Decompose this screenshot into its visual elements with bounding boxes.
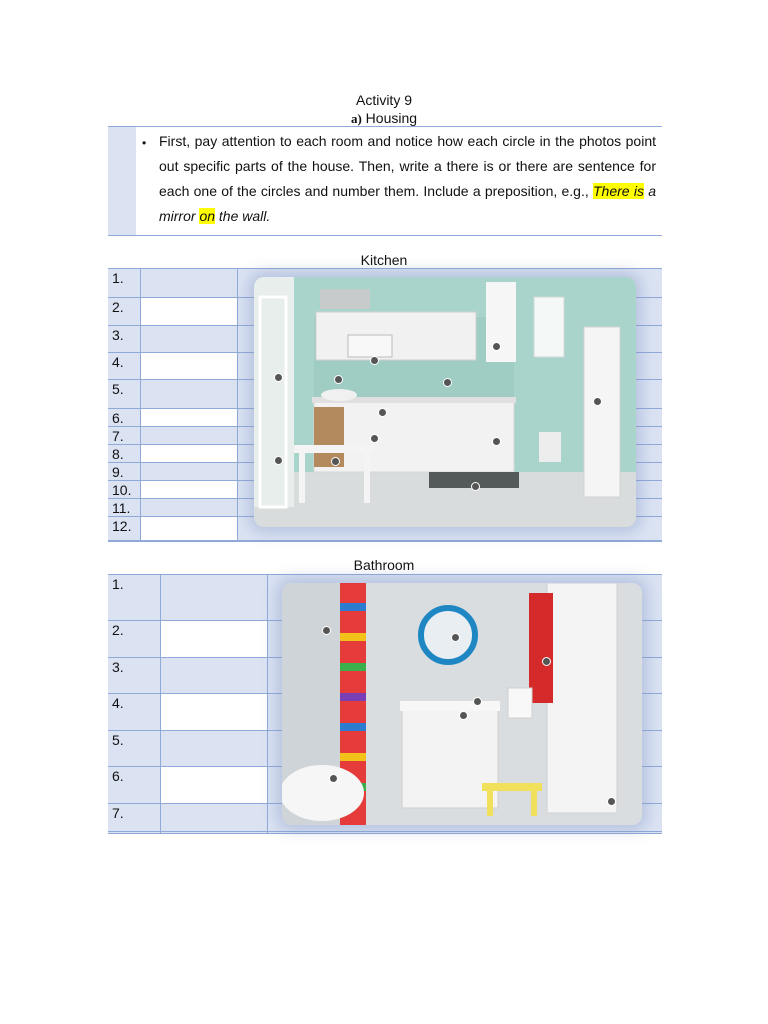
marker-circle bbox=[331, 457, 340, 466]
example-highlight-there-is: There is bbox=[593, 183, 644, 199]
answer-cell[interactable] bbox=[141, 499, 237, 516]
instructions-box bbox=[108, 126, 662, 236]
row-number: 11. bbox=[112, 500, 131, 516]
row-number: 2. bbox=[112, 622, 124, 638]
answer-cell[interactable] bbox=[161, 621, 267, 657]
row-number: 6. bbox=[112, 768, 124, 784]
instructions-body: First, pay attention to each room and notice how each circle in the photos point out specific parts of the house. Then, write a there is or there are sentence for each one of the circles and number them. Include a preposition, e.g., bbox=[159, 133, 656, 199]
answer-cell[interactable] bbox=[161, 575, 267, 620]
answer-cell[interactable] bbox=[141, 463, 237, 480]
answer-cell[interactable] bbox=[141, 380, 237, 408]
marker-circle bbox=[492, 437, 501, 446]
example-end: the wall. bbox=[215, 208, 271, 224]
answer-cell[interactable] bbox=[141, 481, 237, 498]
row-number: 5. bbox=[112, 732, 124, 748]
section-title: Housing bbox=[365, 110, 418, 126]
row-number: 4. bbox=[112, 695, 124, 711]
marker-circle bbox=[542, 657, 551, 666]
kitchen-table bbox=[108, 268, 662, 542]
row-number: 3. bbox=[112, 659, 124, 675]
row-number: 10. bbox=[112, 482, 132, 498]
marker-circle bbox=[370, 356, 379, 365]
example-highlight-on: on bbox=[199, 208, 216, 224]
row-number: 12. bbox=[112, 518, 132, 534]
answer-cell[interactable] bbox=[141, 445, 237, 462]
kitchen-title: Kitchen bbox=[360, 252, 408, 268]
marker-circle bbox=[274, 373, 283, 382]
row-number: 8. bbox=[112, 446, 124, 462]
answer-cell[interactable] bbox=[161, 694, 267, 730]
row-number: 1. bbox=[112, 270, 124, 286]
answer-cell[interactable] bbox=[161, 804, 267, 831]
answer-cell[interactable] bbox=[141, 326, 237, 352]
answer-cell[interactable] bbox=[161, 658, 267, 693]
bathroom-title: Bathroom bbox=[353, 557, 415, 573]
answer-cell[interactable] bbox=[141, 298, 237, 325]
row-number: 5. bbox=[112, 381, 124, 397]
answer-cell[interactable] bbox=[141, 353, 237, 379]
marker-circle bbox=[593, 397, 602, 406]
row-number: 4. bbox=[112, 354, 124, 370]
marker-circle bbox=[492, 342, 501, 351]
section-marker: a) bbox=[350, 111, 362, 126]
marker-circle bbox=[274, 456, 283, 465]
marker-circle bbox=[334, 375, 343, 384]
instructions-text bbox=[159, 127, 656, 229]
answer-cell[interactable] bbox=[141, 409, 237, 426]
activity-title: Activity 9 bbox=[355, 92, 412, 108]
marker-circle bbox=[370, 434, 379, 443]
section-heading bbox=[0, 110, 768, 127]
marker-circle bbox=[459, 711, 468, 720]
marker-circle bbox=[329, 774, 338, 783]
bathroom-illustration bbox=[282, 583, 642, 825]
row-number: 6. bbox=[112, 410, 124, 426]
answer-cell[interactable] bbox=[141, 427, 237, 444]
instructions-cell bbox=[136, 127, 662, 235]
answer-cell[interactable] bbox=[161, 767, 267, 803]
marker-circle bbox=[607, 797, 616, 806]
row-number: 9. bbox=[112, 464, 124, 480]
marker-circle bbox=[322, 626, 331, 635]
bathroom-table bbox=[108, 574, 662, 834]
marker-circle bbox=[473, 697, 482, 706]
row-number: 3. bbox=[112, 327, 124, 343]
row-number: 7. bbox=[112, 805, 124, 821]
row-number: 2. bbox=[112, 299, 124, 315]
answer-cell[interactable] bbox=[141, 517, 237, 540]
kitchen-photo bbox=[254, 277, 636, 527]
marker-circle bbox=[471, 482, 480, 491]
kitchen-illustration bbox=[254, 277, 636, 527]
bathroom-photo bbox=[282, 583, 642, 825]
marker-circle bbox=[378, 408, 387, 417]
bullet-icon: • bbox=[142, 136, 147, 150]
marker-circle bbox=[451, 633, 460, 642]
marker-circle bbox=[443, 378, 452, 387]
answer-cell[interactable] bbox=[141, 269, 237, 297]
answer-cell[interactable] bbox=[161, 731, 267, 766]
example-middle: a mirror bbox=[159, 183, 656, 224]
row-number: 1. bbox=[112, 576, 124, 592]
row-number: 7. bbox=[112, 428, 124, 444]
